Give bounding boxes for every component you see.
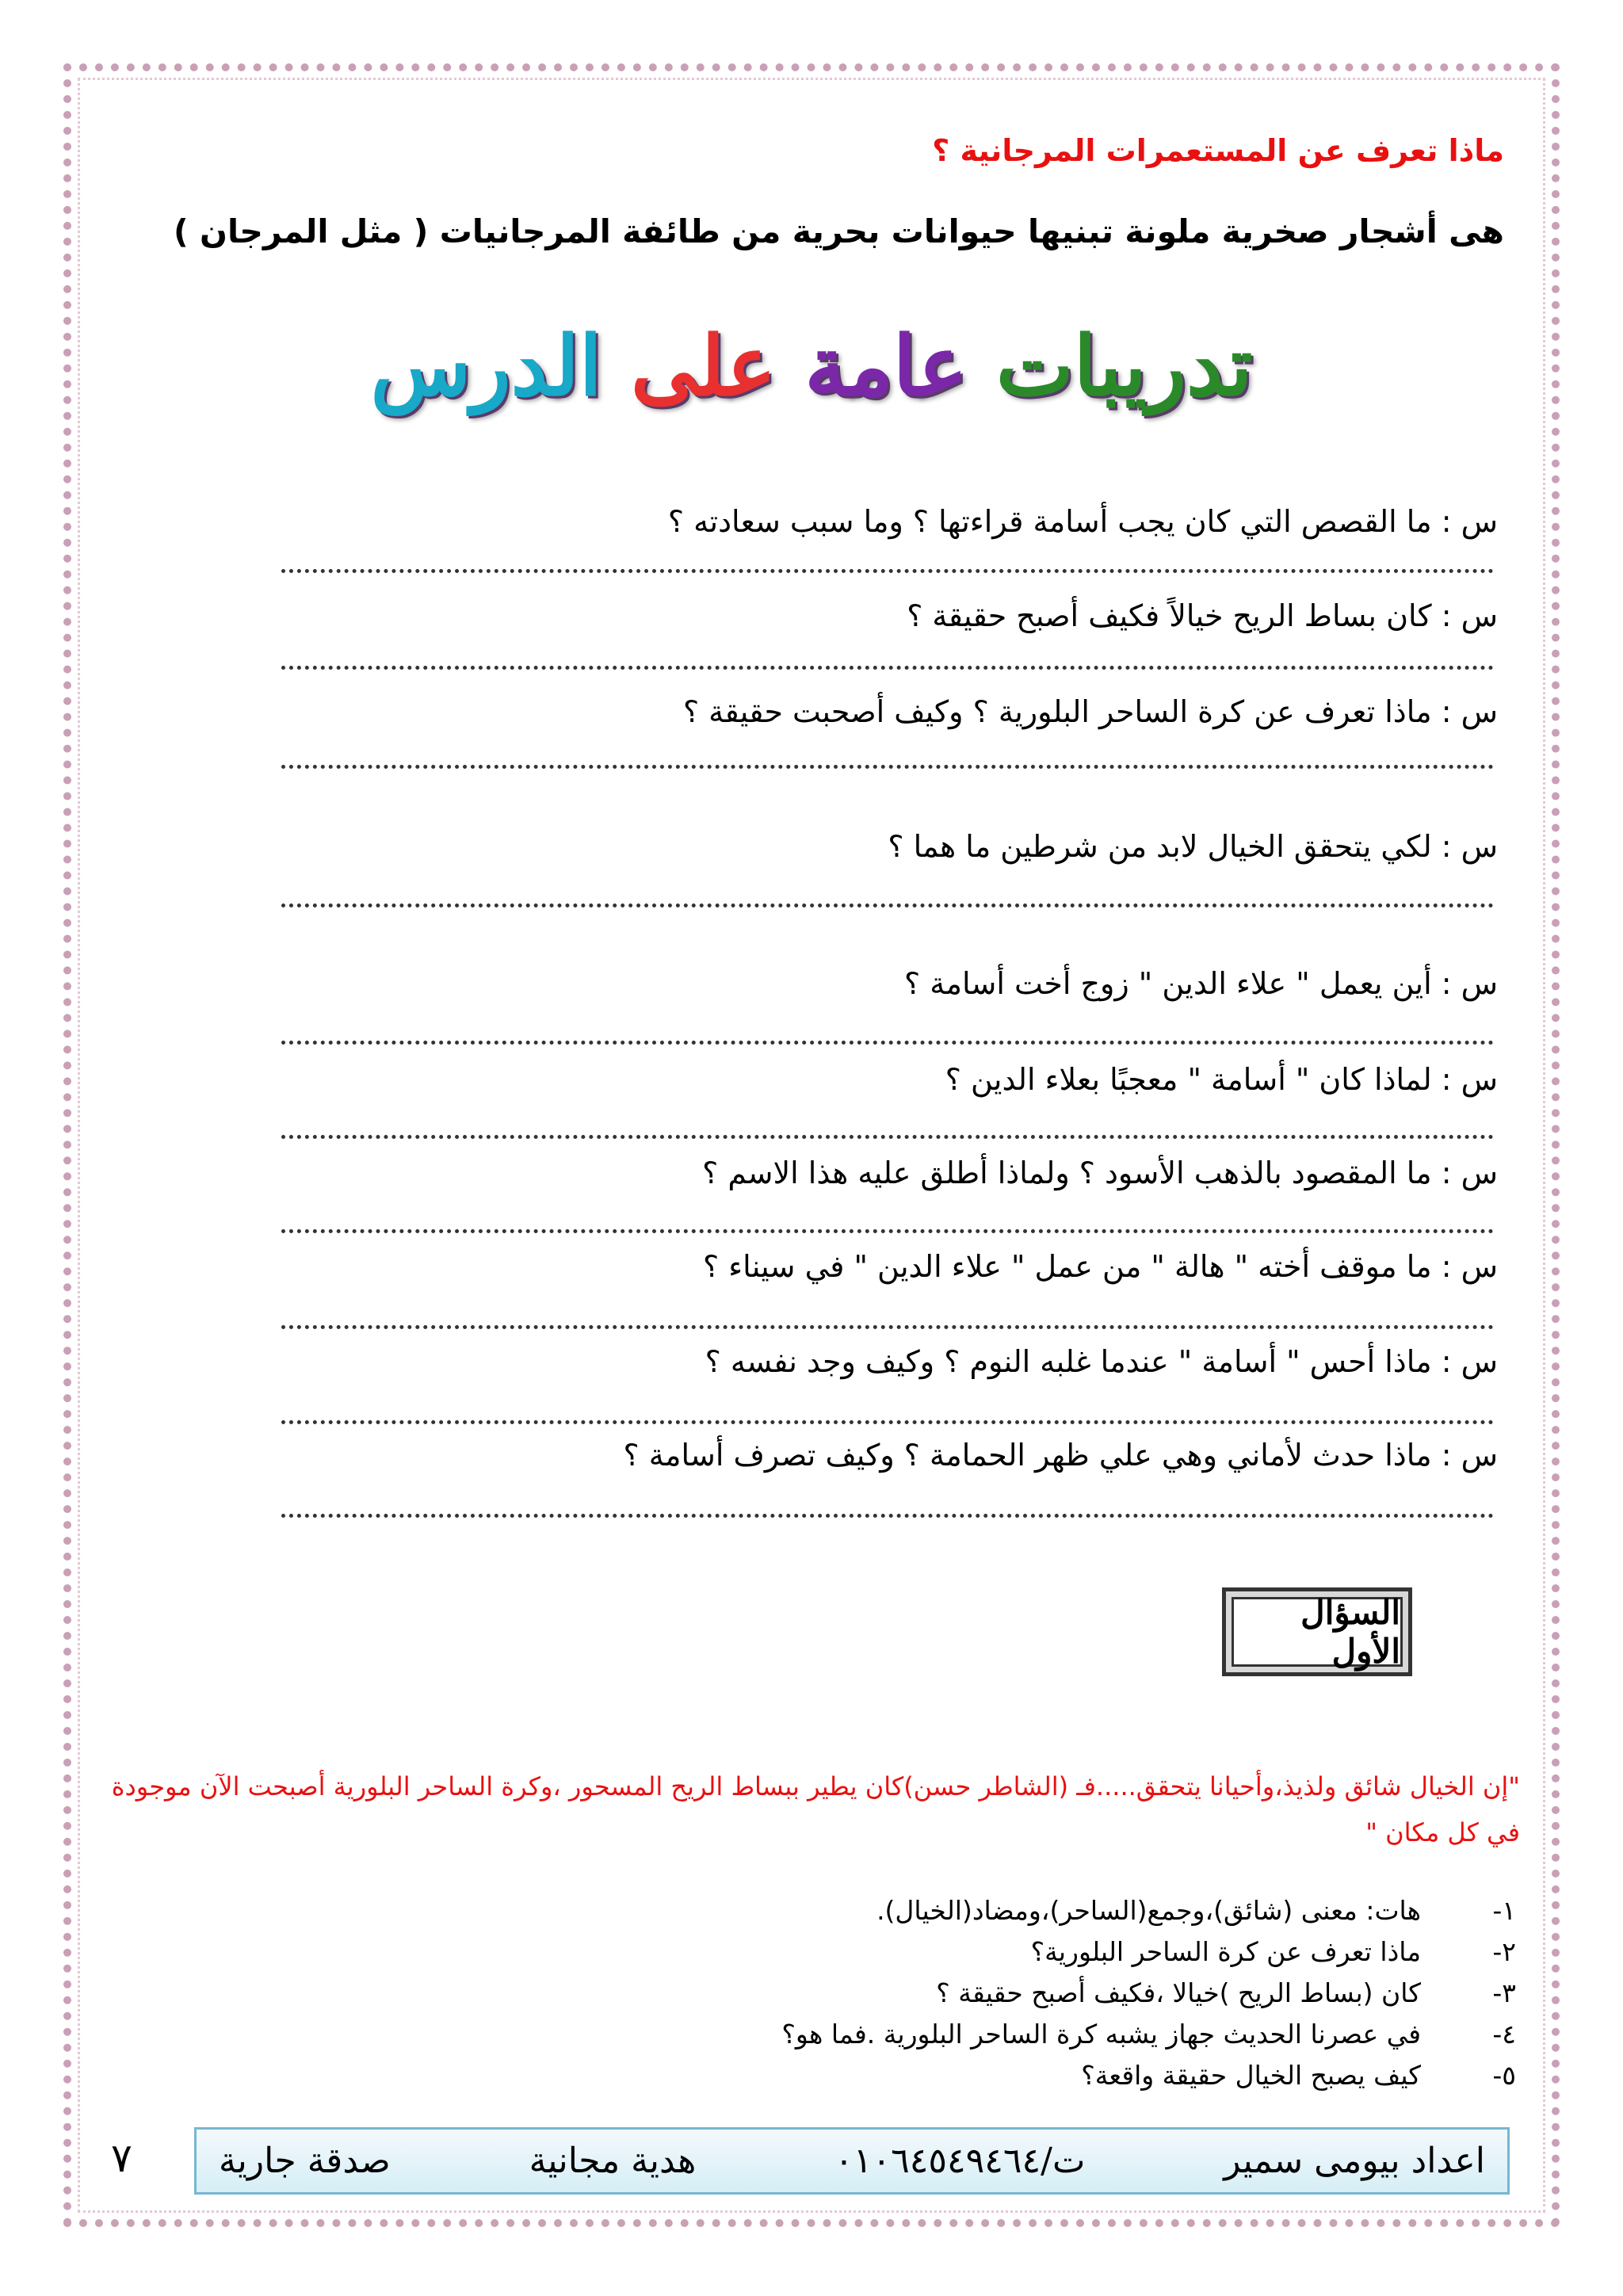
list-item: ٣- كان (بساط الريح )خيالا ،فكيف أصبح حقيقة ؟ bbox=[936, 1977, 1516, 2008]
section-label-box bbox=[1222, 1587, 1412, 1676]
page-number: ٧ bbox=[111, 2135, 132, 2181]
question-4: س : لكي يتحقق الخيال لابد من شرطين ما هما ؟ bbox=[888, 829, 1498, 864]
question-7: س : ما المقصود بالذهب الأسود ؟ ولماذا أطلق عليه هذا الاسم ؟ bbox=[702, 1156, 1498, 1190]
question-8: س : ما موقف أخته " هالة " من عمل " علاء الدين " في سيناء ؟ bbox=[703, 1249, 1498, 1284]
question-3: س : ماذا تعرف عن كرة الساحر البلورية ؟ وكيف أصحبت حقيقة ؟ bbox=[682, 694, 1498, 729]
answer-line bbox=[281, 765, 1494, 769]
footer-banner bbox=[194, 2127, 1510, 2195]
footer-gift: هدية مجانية bbox=[529, 2141, 697, 2181]
list-item: ٥- كيف يصبح الخيال حقيقة واقعة؟ bbox=[1081, 2060, 1516, 2091]
answer-line bbox=[281, 1041, 1494, 1045]
list-item: ١- هات: معنى (شائق)،وجمع(الساحر)،ومضاد(الخيال). bbox=[876, 1895, 1516, 1926]
title-word: على bbox=[631, 317, 777, 415]
answer-line bbox=[281, 1514, 1494, 1518]
title-word: الدرس bbox=[370, 317, 602, 415]
question-5: س : أين يعمل " علاء الدين " زوج أخت أسامة ؟ bbox=[904, 966, 1498, 1001]
question-10: س : ماذا حدث لأماني وهي علي ظهر الحمامة ؟ وكيف تصرف أسامة ؟ bbox=[623, 1438, 1498, 1473]
footer-author: اعداد بيومى سمير bbox=[1224, 2141, 1485, 2181]
list-item: ٢- ماذا تعرف عن كرة الساحر البلورية؟ bbox=[1030, 1936, 1516, 1967]
intro-answer: هى أشجار صخرية ملونة تبنيها حيوانات بحرية من طائفة المرجانيات ( مثل المرجان ) bbox=[174, 212, 1504, 250]
footer-phone: ت/٠١٠٦٤٥٤٩٤٦٤ bbox=[834, 2141, 1086, 2181]
question-6: س : لماذا كان " أسامة " معجبًا بعلاء الدين ؟ bbox=[945, 1062, 1498, 1097]
title-word: عامة bbox=[804, 317, 968, 415]
section-label: السؤال الأول bbox=[1232, 1597, 1403, 1667]
answer-line bbox=[281, 1135, 1494, 1139]
question-1: س : ما القصص التي كان يجب أسامة قراءتها ؟ وما سبب سعادته ؟ bbox=[667, 504, 1498, 539]
exercise-list bbox=[565, 1890, 1516, 2096]
title-word: تدريبات bbox=[995, 317, 1253, 415]
reading-passage: "إن الخيال شائق ولذيذ،وأحيانا يتحقق.....فـ (الشاطر حسن)كان يطير ببساط الريح المسحور ،وكرة الساحر البلورية أصبحت الآن موجودة في كل مكان " bbox=[111, 1771, 1520, 1847]
answer-line bbox=[281, 1420, 1494, 1424]
intro-question: ماذا تعرف عن المستعمرات المرجانية ؟ bbox=[932, 133, 1504, 168]
answer-line bbox=[281, 569, 1494, 573]
question-9: س : ماذا أحس " أسامة " عندما غلبه النوم ؟ وكيف وجد نفسه ؟ bbox=[705, 1344, 1498, 1379]
footer-charity: صدقة جارية bbox=[219, 2141, 391, 2181]
section-title bbox=[0, 317, 1623, 415]
answer-line bbox=[281, 904, 1494, 907]
answer-line bbox=[281, 1325, 1494, 1329]
answer-line bbox=[281, 1229, 1494, 1233]
answer-line bbox=[281, 666, 1494, 670]
section-title-text bbox=[370, 317, 1252, 415]
question-2: س : كان بساط الريح خيالاً فكيف أصبح حقيقة ؟ bbox=[907, 598, 1498, 633]
list-item: ٤- في عصرنا الحديث جهاز يشبه كرة الساحر البلورية .فما هو؟ bbox=[781, 2019, 1516, 2050]
